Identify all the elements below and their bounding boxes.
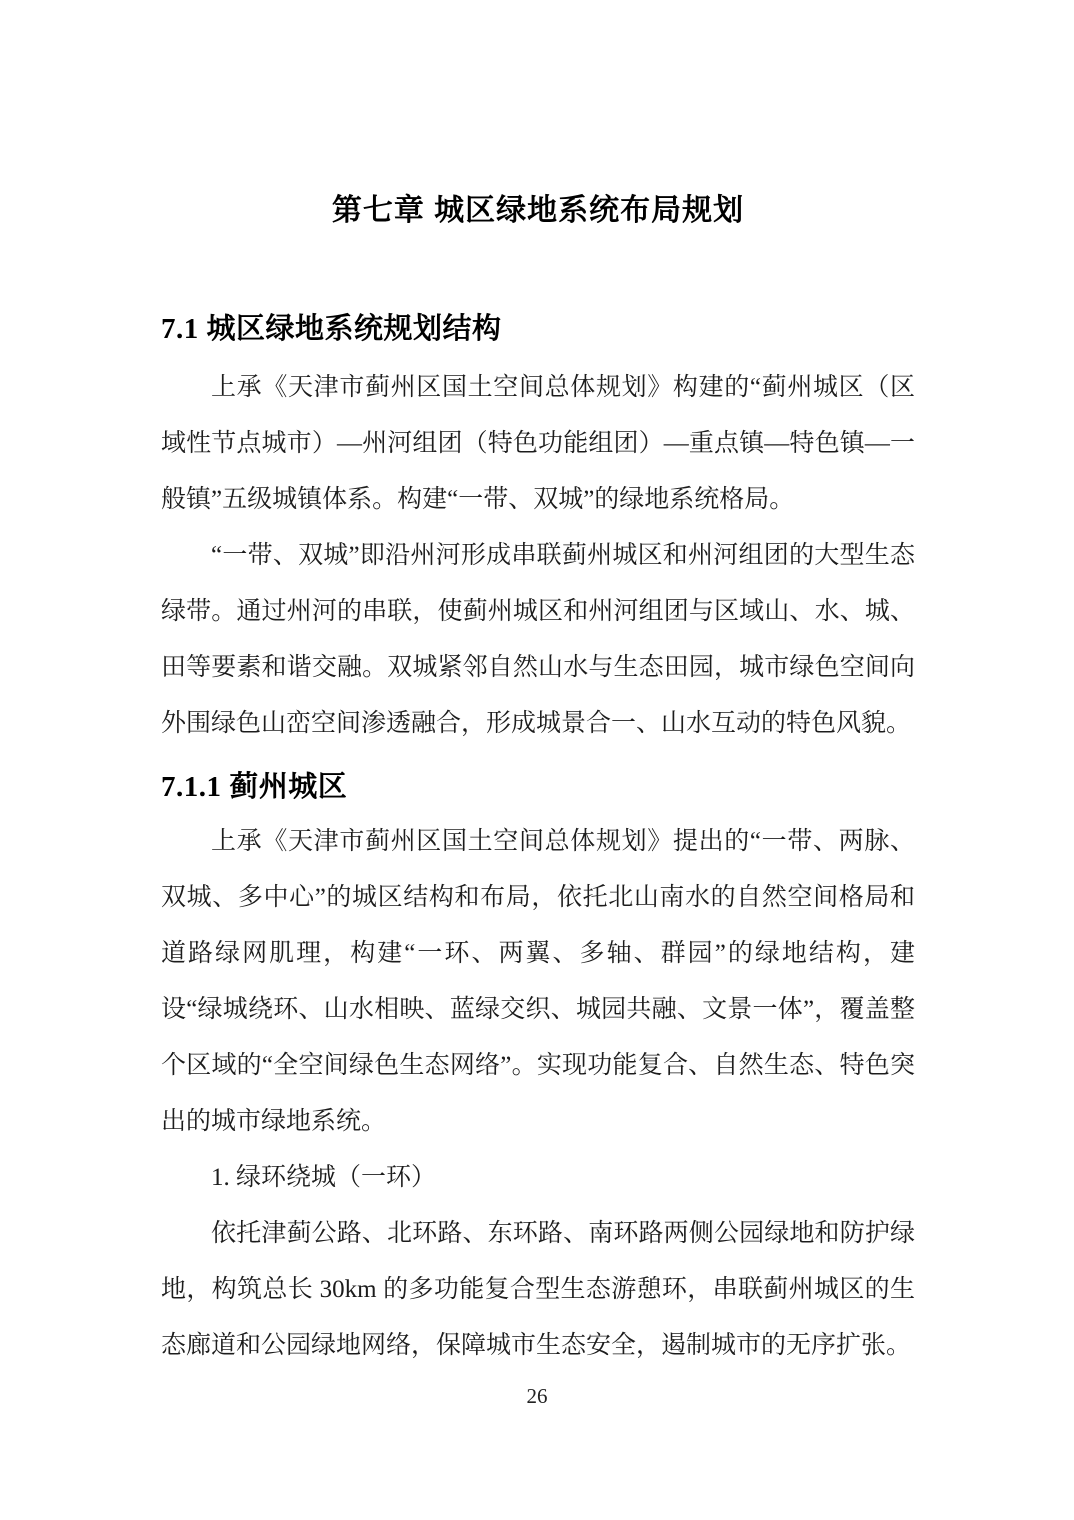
page-number: 26 xyxy=(526,1384,548,1408)
numbered-item-1: 1. 绿环绕城（一环） xyxy=(211,1164,437,1191)
section-7-1-paragraph-2: “一带、双城”即沿州河形成串联蓟州城区和州河组团的大型生态绿带。通过州河的串联，使蓟州城区和州河组团与区域山、水、城、田等要素和谐交融。双城紧邻自然山水与生态田园，城市绿色空间向外围绿色山峦空间渗透融合，形成城景合一、山水互动的特色风貌。 xyxy=(161,542,915,737)
section-7-1-heading: 7.1 城区绿地系统规划结构 xyxy=(161,313,502,345)
section-7-1-1-paragraph-1: 上承《天津市蓟州区国土空间总体规划》提出的“一带、两脉、双城、多中心”的城区结构和布局，依托北山南水的自然空间格局和道路绿网肌理，构建“一环、两翼、多轴、群园”的绿地结构，建设“绿城绕环、山水相映、蓝绿交织、城园共融、文景一体”，覆盖整个区域的“全空间绿色生态网络”。实现功能复合、自然生态、特色突出的城市绿地系统。 xyxy=(161,828,915,1135)
section-7-1-paragraph-1: 上承《天津市蓟州区国土空间总体规划》构建的“蓟州城区（区域性节点城市）—州河组团（特色功能组团）—重点镇—特色镇—一般镇”五级城镇体系。构建“一带、双城”的绿地系统格局。 xyxy=(161,374,915,513)
section-7-1-1-paragraph-2: 依托津蓟公路、北环路、东环路、南环路两侧公园绿地和防护绿地，构筑总长 30km 的多功能复合型生态游憩环，串联蓟州城区的生态廊道和公园绿地网络，保障城市生态安全，遏制城市的无序扩张。 xyxy=(161,1220,915,1359)
chapter-title: 第七章 城区绿地系统布局规划 xyxy=(331,194,745,227)
section-7-1-1-heading: 7.1.1 蓟州城区 xyxy=(161,771,348,803)
